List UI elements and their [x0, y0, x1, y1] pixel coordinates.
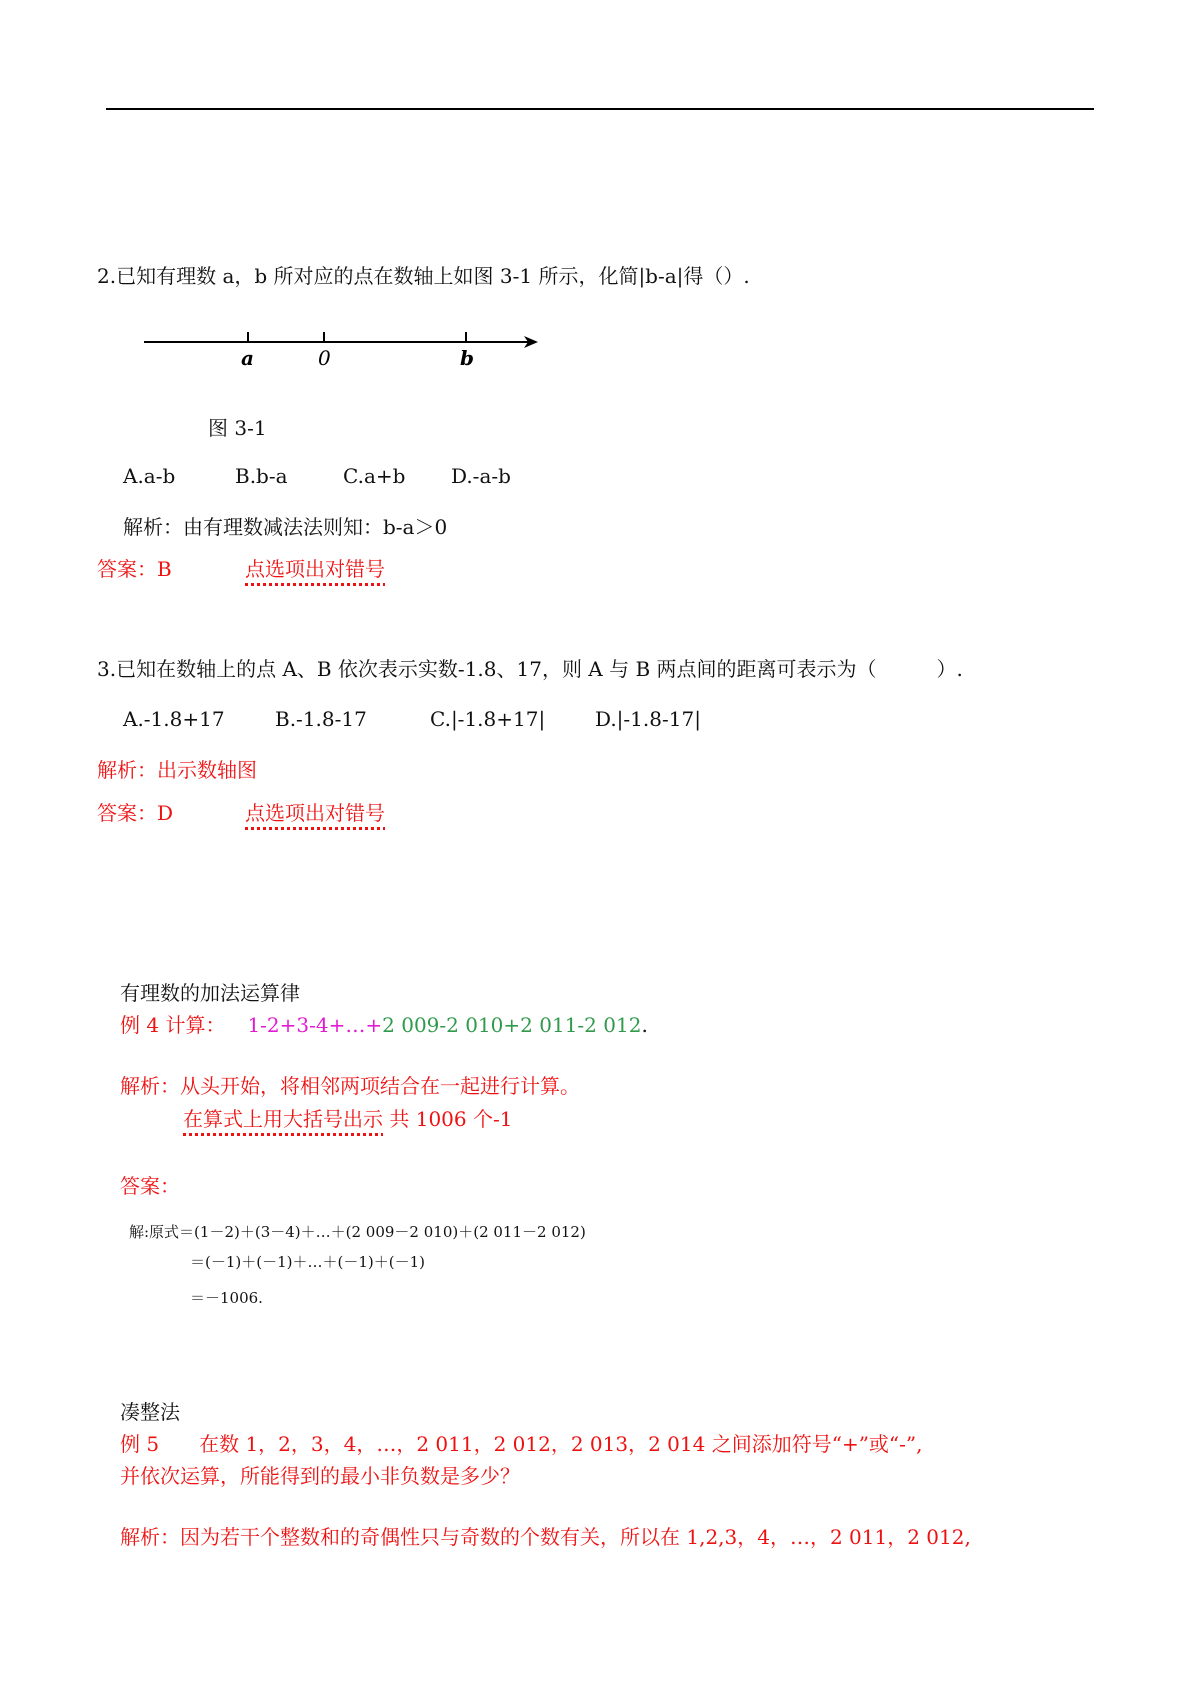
ex4-heading: 有理数的加法运算律 [120, 981, 300, 1005]
q3-option-c[interactable]: C.|-1.8+17| [430, 707, 546, 731]
label-b: b [460, 346, 474, 370]
ex4-expr-part1: 1-2+3-4+…+ [247, 1013, 383, 1037]
q2-question: 2.已知有理数 a，b 所对应的点在数轴上如图 3-1 所示，化简|b-a|得（）. [97, 264, 750, 288]
ex4-expr-part2: 2 009-2 010+2 011-2 012 [382, 1013, 642, 1037]
q2-note [245, 555, 385, 583]
q2-option-d[interactable]: D.-a-b [451, 464, 511, 488]
ex5-line-1: 例 5 在数 1，2，3，4，…，2 011，2 012，2 013，2 014 之间添加符号“+”或“-”, [120, 1432, 923, 1456]
q2-note-text: 点选项出对错号 [245, 557, 385, 581]
header-rule [106, 108, 1094, 110]
q2-option-a[interactable]: A.a-b [123, 464, 176, 488]
q3-option-a[interactable]: A.-1.8+17 [123, 707, 225, 731]
number-line-figure [140, 322, 540, 370]
ex4-expr-end: . [641, 1013, 648, 1037]
solution-line-1: 解:原式＝(1－2)＋(3－4)＋…＋(2 009－2 010)＋(2 011－2 012) [129, 1223, 586, 1241]
q3-note-text: 点选项出对错号 [245, 801, 385, 825]
solution-line-2: ＝(－1)＋(－1)＋…＋(－1)＋(－1) [190, 1253, 425, 1271]
ex4-answer-label: 答案： [120, 1174, 180, 1198]
q3-options [123, 705, 701, 733]
q3-answer: 答案：D [97, 801, 174, 825]
ex5-line-2: 并依次运算，所能得到的最小非负数是多少？ [120, 1464, 520, 1488]
label-0: 0 [318, 346, 331, 370]
ex4-hint-tail: 共 1006 个-1 [383, 1107, 513, 1131]
q2-option-c[interactable]: C.a+b [343, 464, 406, 488]
q3-option-b[interactable]: B.-1.8-17 [275, 707, 367, 731]
ex5-heading: 凑整法 [120, 1400, 180, 1424]
label-a: a [241, 346, 254, 370]
q3-analysis: 解析：出示数轴图 [97, 758, 257, 782]
ex4-hint-line [183, 1105, 512, 1133]
q2-answer: 答案：B [97, 557, 172, 581]
q3-option-d[interactable]: D.|-1.8-17| [595, 707, 701, 731]
q2-options [123, 462, 511, 490]
figure-caption: 图 3-1 [208, 416, 267, 440]
ex4-label: 例 4 计算： [120, 1013, 226, 1037]
q2-option-b[interactable]: B.b-a [235, 464, 288, 488]
ex5-analysis: 解析：因为若干个整数和的奇偶性只与奇数的个数有关，所以在 1,2,3，4，…，2 011，2 012, [120, 1525, 971, 1549]
ex4-analysis: 解析：从头开始，将相邻两项结合在一起进行计算。 [120, 1074, 580, 1098]
q3-note [245, 799, 385, 827]
ex4-problem [120, 1011, 648, 1039]
q3-question: 3.已知在数轴上的点 A、B 依次表示实数-1.8、17，则 A 与 B 两点间的距离可表示为（ ）. [97, 657, 963, 681]
q2-analysis: 解析：由有理数减法法则知：b-a＞0 [123, 515, 448, 539]
ex4-hint: 在算式上用大括号出示 [183, 1107, 383, 1131]
solution-line-3: ＝－1006. [190, 1289, 263, 1307]
